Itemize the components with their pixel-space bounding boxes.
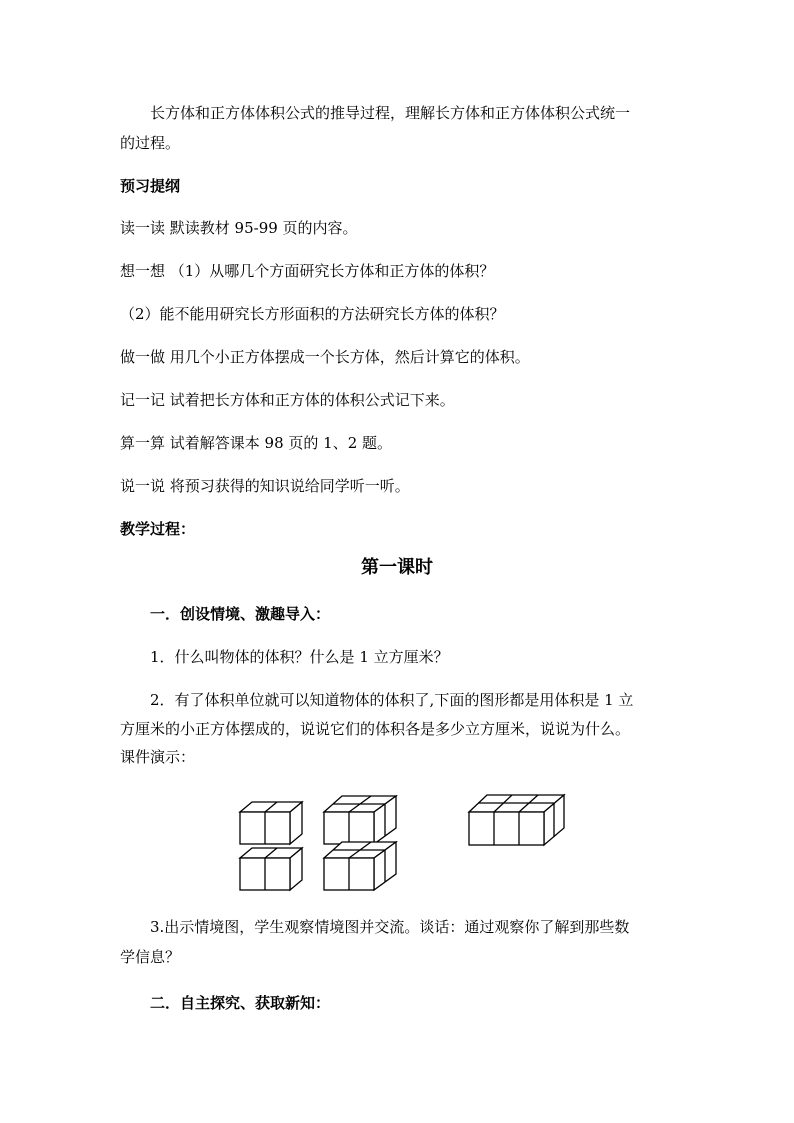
question-2-cont: 方厘米的小正方体摆成的，说说它们的体积各是多少立方厘米，说说为什么。 [120,720,631,738]
preview-item-calc: 算一算 试着解答课本 98 页的 1、2 题。 [120,434,393,452]
figure-cubes-4 [240,802,302,890]
figure-cubes-6 [469,795,564,845]
paragraph-line: 的过程。 [120,134,181,152]
lesson-title: 第一课时 [361,557,433,578]
preview-item-remember: 记一记 试着把长方体和正方体的体积公式记下来。 [120,391,455,409]
section-heading: 一．创设情境、激趣导入： [150,605,331,623]
question-3-cont: 学信息？ [120,948,181,966]
figure-cubes-8 [324,796,396,890]
section-heading: 二．自主探究、获取新知： [150,994,331,1012]
question-2: 2．有了体积单位就可以知道物体的体积了,下面的图形都是用体积是 1 立 [150,691,634,709]
preview-heading: 预习提纲 [120,177,181,195]
paragraph-line: 长方体和正方体体积公式的推导过程，理解长方体和正方体体积公式统一 [150,104,631,122]
preview-item-say: 说一说 将预习获得的知识说给同学听一听。 [120,477,410,495]
preview-item-think: 想一想 （1）从哪几个方面研究长方体和正方体的体积？ [120,262,495,280]
question-1: 1．什么叫物体的体积？什么是 1 立方厘米？ [150,648,449,666]
demo-label: 课件演示： [120,748,196,766]
preview-item-read: 读一读 默读教材 95-99 页的内容。 [120,219,358,237]
preview-item-think2: （2）能不能用研究长方形面积的方法研究长方体的体积？ [120,305,505,323]
preview-item-do: 做一做 用几个小正方体摆成一个长方体，然后计算它的体积。 [120,348,530,366]
process-heading: 教学过程： [120,520,196,538]
question-3: 3.出示情境图，学生观察情境图并交流。谈话：通过观察你了解到那些数 [150,918,630,936]
